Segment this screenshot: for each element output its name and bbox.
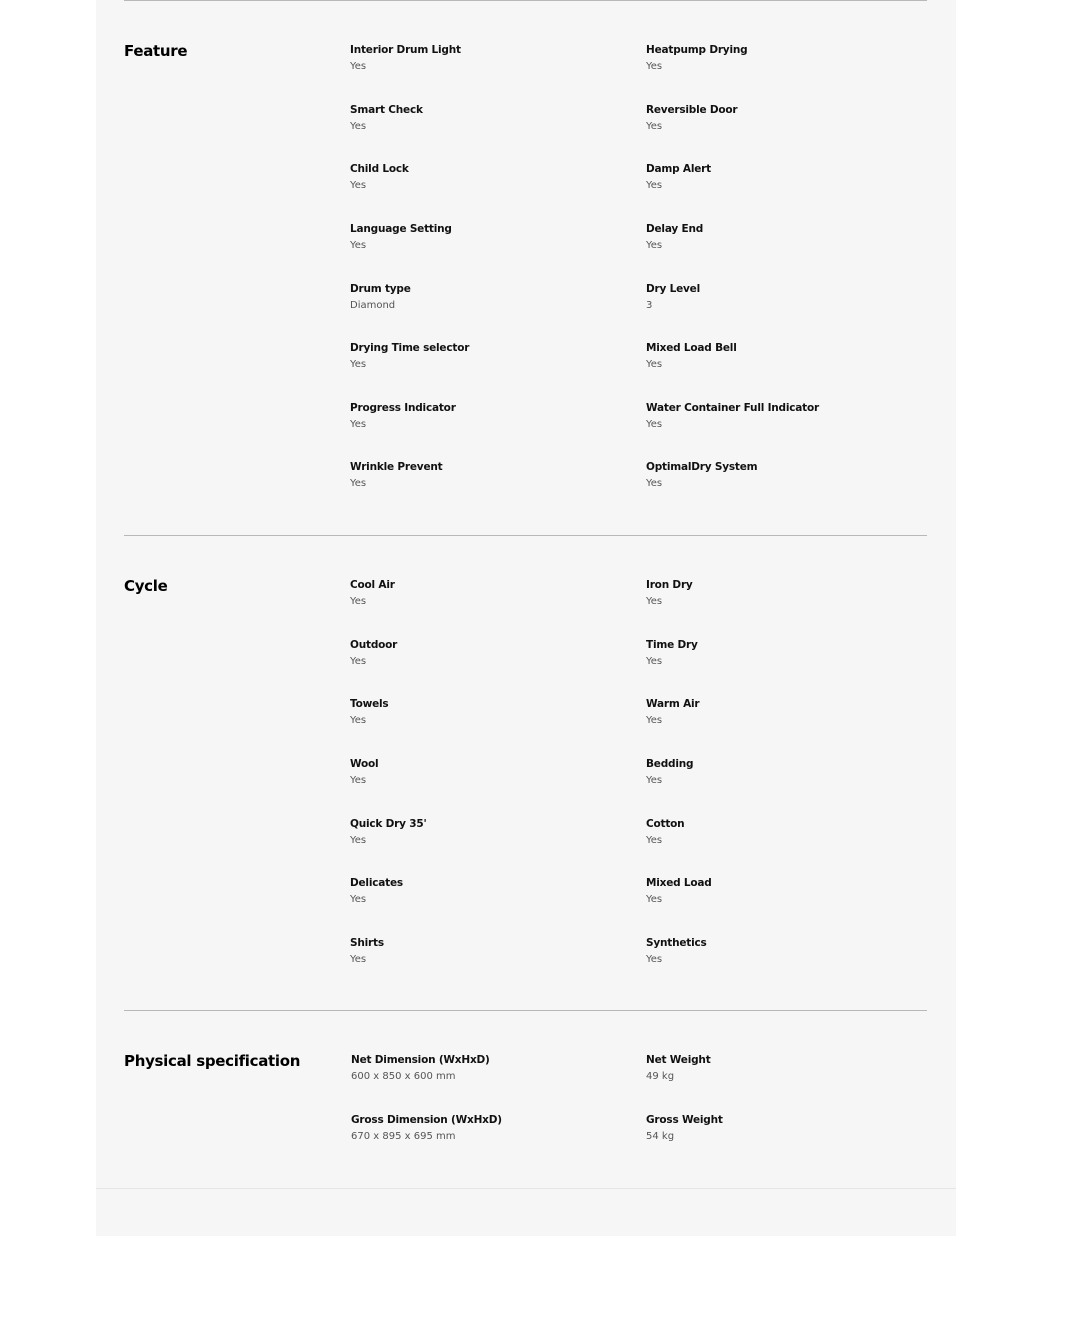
spec-value: 670 x 895 x 695 mm (351, 1131, 456, 1142)
spec-name: Interior Drum Light (350, 44, 461, 56)
spec-value: Yes (646, 775, 663, 786)
spec-name: Iron Dry (646, 579, 693, 591)
section-title: Feature (124, 42, 188, 60)
spec-item (350, 161, 620, 194)
spec-value: Yes (350, 775, 367, 786)
spec-item (350, 756, 620, 789)
spec-name: Water Container Full Indicator (646, 402, 819, 414)
spec-value: Yes (350, 61, 367, 72)
footer-divider (96, 1188, 956, 1189)
spec-value: Yes (646, 180, 663, 191)
spec-name: Synthetics (646, 937, 707, 949)
spec-value: 54 kg (646, 1131, 675, 1142)
spec-value: Yes (646, 61, 663, 72)
spec-name: Progress Indicator (350, 402, 456, 414)
spec-name: Drum type (350, 283, 411, 295)
spec-item (646, 161, 916, 194)
physical-specification-section (124, 1010, 927, 1188)
spec-item (646, 42, 916, 75)
spec-name: Quick Dry 35' (350, 818, 427, 830)
spec-value: Yes (646, 596, 663, 607)
spec-name: Net Dimension (WxHxD) (351, 1054, 490, 1066)
spec-item (350, 281, 620, 314)
spec-value: Yes (350, 359, 367, 370)
spec-name: Smart Check (350, 104, 423, 116)
spec-name: Towels (350, 698, 389, 710)
spec-name: Cotton (646, 818, 685, 830)
spec-item (646, 816, 916, 849)
spec-name: Wrinkle Prevent (350, 461, 443, 473)
spec-item (646, 756, 916, 789)
feature-section (124, 0, 927, 535)
spec-item (350, 459, 620, 492)
spec-value: Yes (350, 715, 367, 726)
spec-item (646, 340, 916, 373)
spec-item (350, 816, 620, 849)
spec-item (646, 102, 916, 135)
cycle-section (124, 535, 927, 1010)
spec-item (350, 875, 620, 908)
spec-value: Yes (350, 180, 367, 191)
spec-name: Damp Alert (646, 163, 711, 175)
spec-value: Yes (646, 419, 663, 430)
spec-value: Yes (350, 656, 367, 667)
spec-value: Yes (646, 715, 663, 726)
spec-name: Drying Time selector (350, 342, 470, 354)
spec-name: Delay End (646, 223, 704, 235)
spec-name: OptimalDry System (646, 461, 758, 473)
spec-value: Yes (646, 478, 663, 489)
spec-name: Bedding (646, 758, 694, 770)
spec-item (350, 340, 620, 373)
spec-name: Warm Air (646, 698, 700, 710)
spec-value: 600 x 850 x 600 mm (351, 1071, 456, 1082)
spec-value: Yes (646, 359, 663, 370)
spec-name: Heatpump Drying (646, 44, 748, 56)
spec-item (646, 935, 916, 968)
section-title: Physical specification (124, 1052, 301, 1070)
spec-name: Wool (350, 758, 379, 770)
spec-value: 49 kg (646, 1071, 675, 1082)
spec-name: Net Weight (646, 1054, 711, 1066)
spec-value: Yes (646, 835, 663, 846)
spec-name: Shirts (350, 937, 384, 949)
spec-value: Diamond (350, 300, 396, 311)
spec-item (646, 696, 916, 729)
spec-value: Yes (646, 121, 663, 132)
spec-item (646, 459, 916, 492)
spec-value: Yes (350, 121, 367, 132)
spec-item (350, 637, 620, 670)
spec-item (350, 577, 620, 610)
spec-item (351, 1112, 621, 1145)
spec-value: 3 (646, 300, 653, 311)
spec-item (646, 875, 916, 908)
spec-item (646, 637, 916, 670)
spec-value: Yes (646, 954, 663, 965)
spec-item (646, 1052, 916, 1085)
spec-name: Dry Level (646, 283, 700, 295)
spec-item (351, 1052, 621, 1085)
spec-item (646, 400, 916, 433)
spec-value: Yes (350, 240, 367, 251)
spec-item (350, 221, 620, 254)
spec-value: Yes (646, 894, 663, 905)
spec-name: Gross Weight (646, 1114, 723, 1126)
spec-item (350, 696, 620, 729)
spec-name: Cool Air (350, 579, 395, 591)
spec-value: Yes (350, 478, 367, 489)
spec-name: Child Lock (350, 163, 409, 175)
spec-item (646, 1112, 916, 1145)
spec-value: Yes (646, 240, 663, 251)
spec-value: Yes (350, 596, 367, 607)
spec-name: Time Dry (646, 639, 698, 651)
spec-name: Gross Dimension (WxHxD) (351, 1114, 502, 1126)
spec-item (350, 935, 620, 968)
spec-value: Yes (350, 954, 367, 965)
spec-item (350, 400, 620, 433)
spec-item (646, 281, 916, 314)
spec-item (646, 221, 916, 254)
spec-value: Yes (350, 835, 367, 846)
spec-name: Delicates (350, 877, 403, 889)
spec-value: Yes (646, 656, 663, 667)
spec-name: Outdoor (350, 639, 398, 651)
spec-item (350, 42, 620, 75)
spec-name: Mixed Load (646, 877, 712, 889)
specifications-panel (96, 0, 956, 1236)
spec-item (646, 577, 916, 610)
spec-name: Reversible Door (646, 104, 738, 116)
spec-value: Yes (350, 419, 367, 430)
spec-value: Yes (350, 894, 367, 905)
spec-name: Language Setting (350, 223, 452, 235)
spec-name: Mixed Load Bell (646, 342, 737, 354)
section-title: Cycle (124, 577, 168, 595)
spec-item (350, 102, 620, 135)
